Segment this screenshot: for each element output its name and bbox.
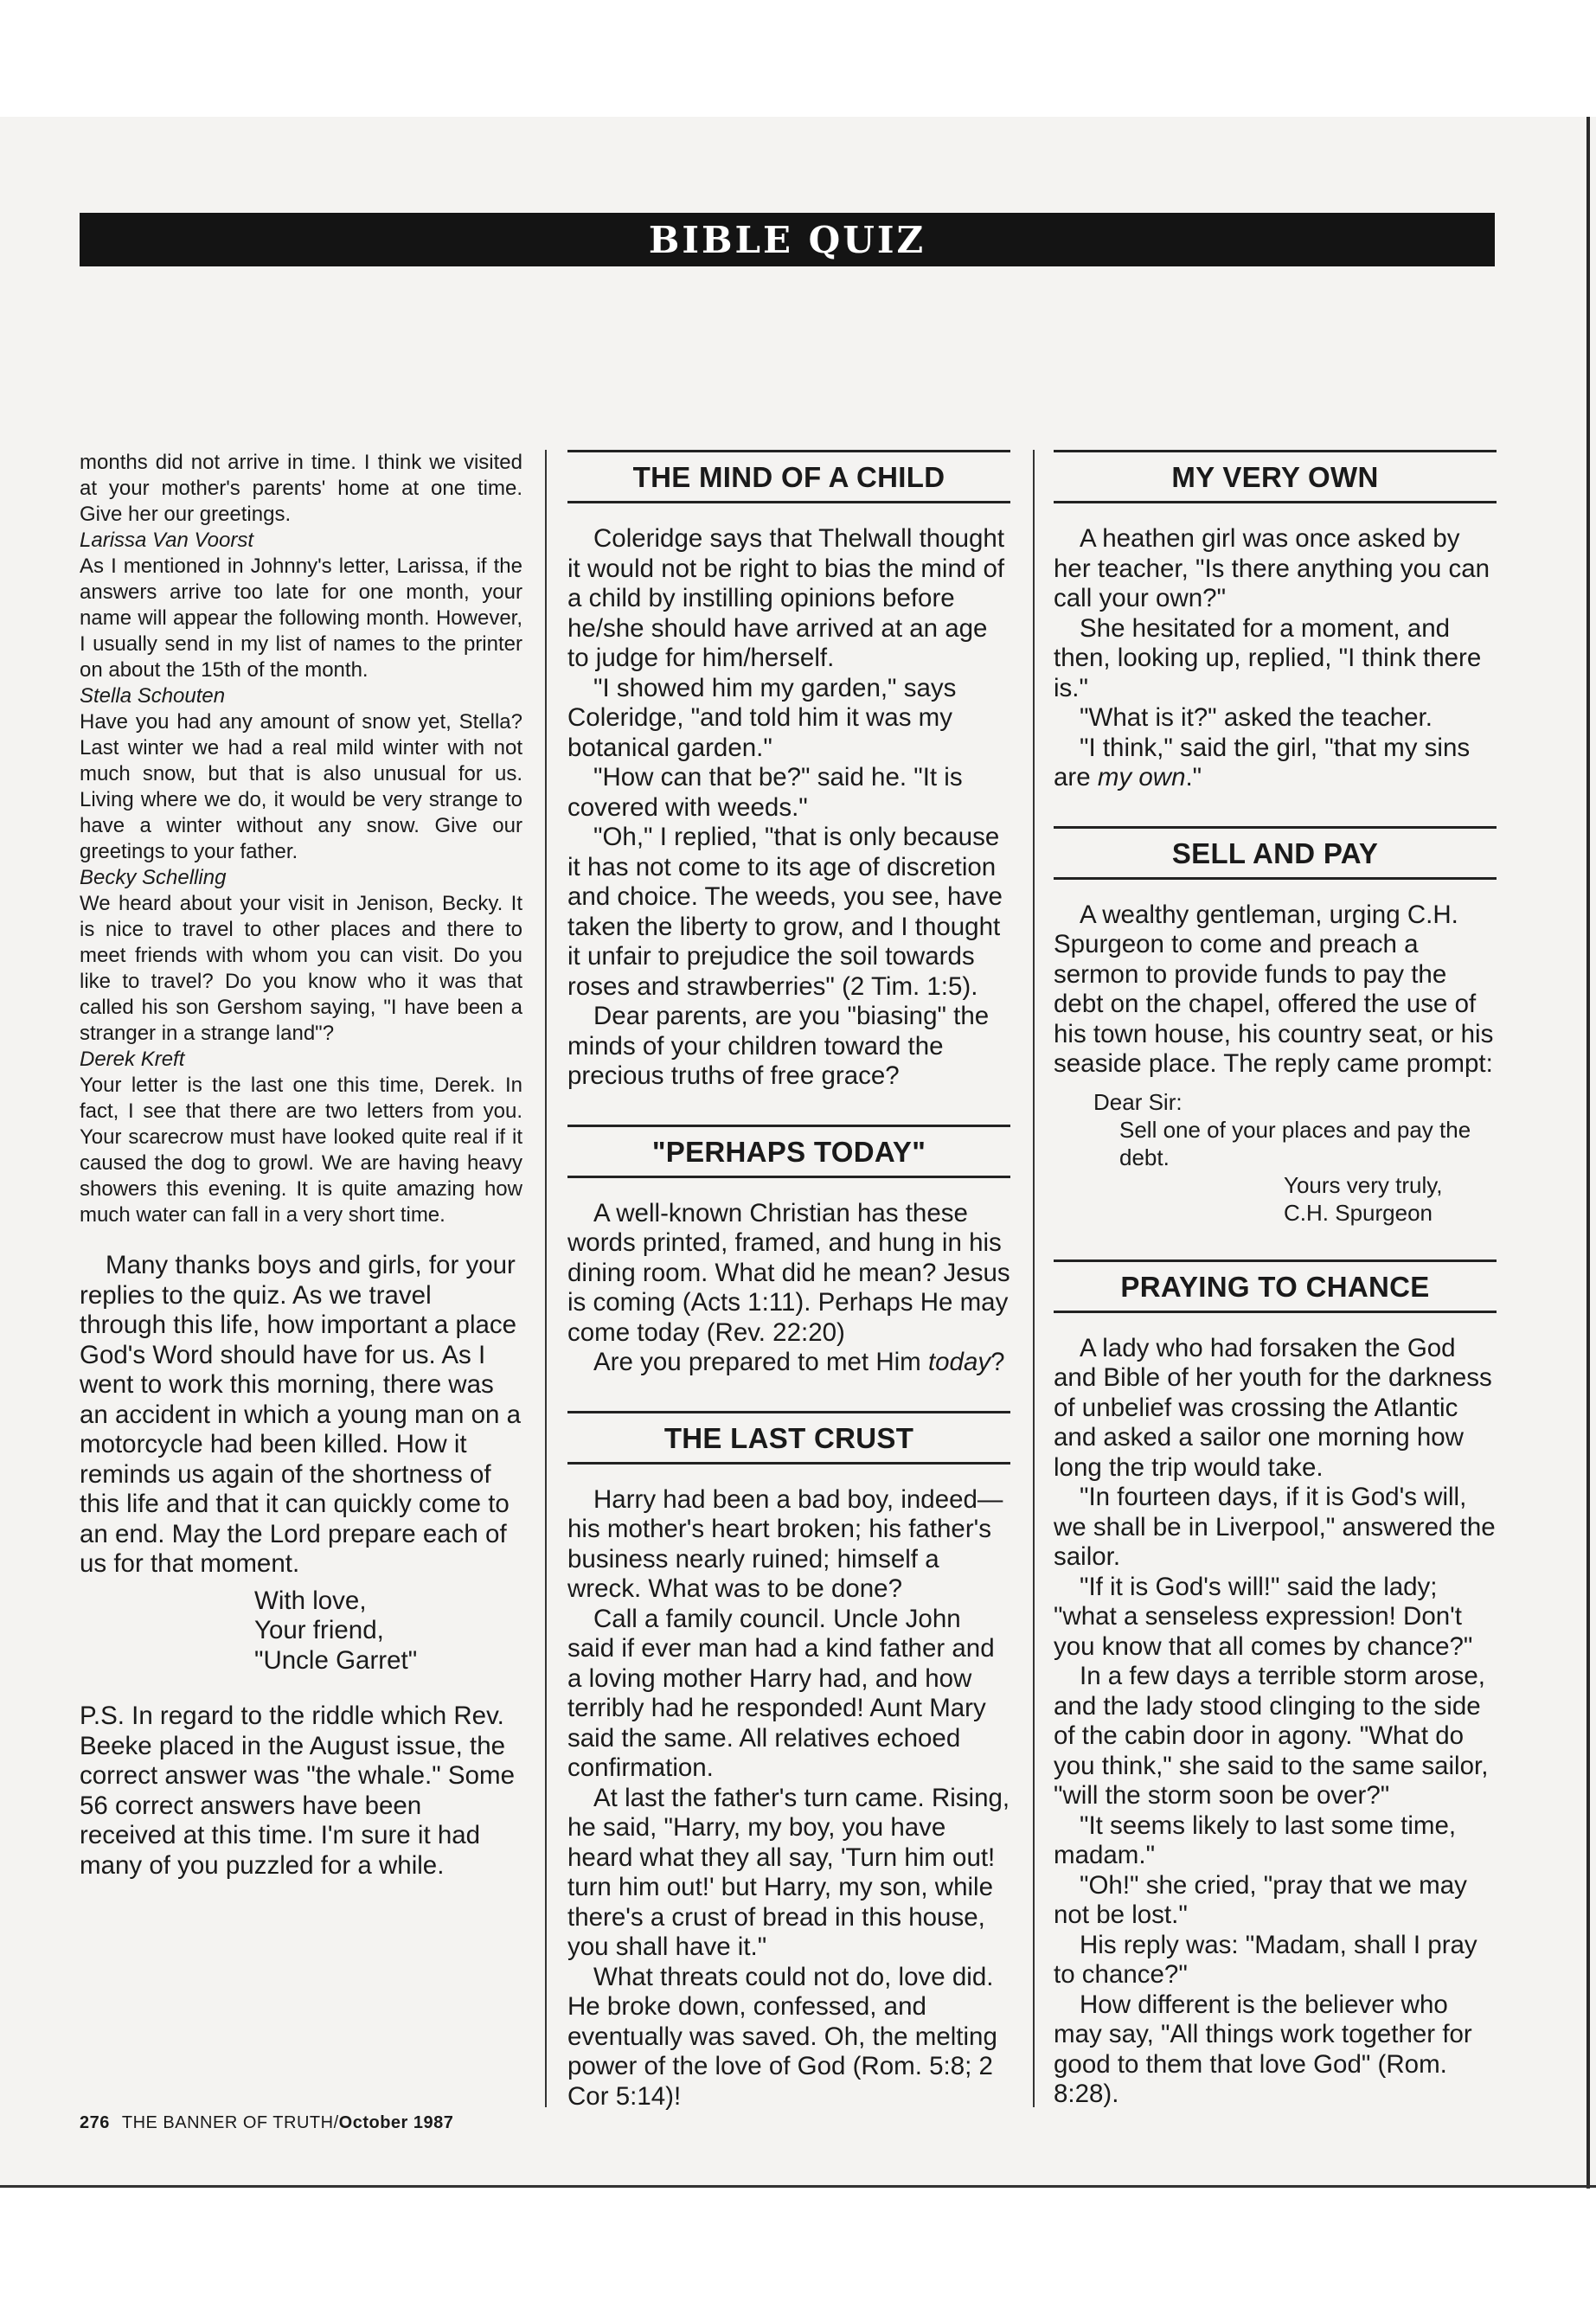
article-paragraph: A wealthy gentleman, urging C.H. Spurgeon to come and preach a sermon to provide funds to pay the debt on the chapel, offered the use of his town house, his country seat, or his seaside place. The reply came prompt: xyxy=(1054,900,1494,1078)
letter-recipient: Stella Schouten xyxy=(80,684,226,708)
article-paragraph: "What is it?" asked the teacher. xyxy=(1080,703,1433,732)
column-stories-right xyxy=(1054,450,1497,2143)
article-paragraph: A lady who had forsaken the God and Bible of her youth for the darkness of unbelief was crossing the Atlantic and asked a sailor one morning how long the trip would take. xyxy=(1054,1333,1492,1482)
page-number: 276 xyxy=(80,2113,110,2132)
article-paragraph: Call a family council. Uncle John said if ever man had a kind father and a loving mother Harry had, and how terribly had he responded! Aunt Mary said the same. All relatives echoed confirmation. xyxy=(567,1604,995,1782)
article-paragraph: Coleridge says that Thelwall thought it would not be right to bias the mind of a child by instilling opinions before he/she should have arrived at an age to judge for him/herself. xyxy=(567,524,1005,672)
article-paragraph: His reply was: "Madam, shall I pray to chance?" xyxy=(1054,1930,1477,1989)
text-run: "I think," said the girl, "that my sins are xyxy=(1054,733,1471,792)
article-paragraph: At last the father's turn came. Rising, he said, "Harry, my boy, you have heard what they all say, 'Turn him out! turn him out!' but Harry, my son, while there's a crust of bread in this house, you shall have it." xyxy=(567,1783,1010,1961)
article-paragraph: How different is the believer who may say, "All things work together for good to them that love God" (Rom. 8:28). xyxy=(1054,1990,1472,2108)
article-title: PRAYING TO CHANCE xyxy=(1054,1259,1497,1313)
letter-text: months did not arrive in time. I think we visited at your mother's parents' home at one time. Give her our greetings. xyxy=(80,451,522,526)
article-mind-of-child xyxy=(567,450,1010,1092)
article-paragraph: "Oh!" she cried, "pray that we may not be lost." xyxy=(1054,1870,1467,1929)
article-title: MY VERY OWN xyxy=(1054,450,1497,503)
signoff-line: With love, xyxy=(254,1586,367,1615)
article-title: SELL AND PAY xyxy=(1054,826,1497,880)
column-divider xyxy=(545,450,547,2107)
article-title: THE LAST CRUST xyxy=(567,1411,1010,1465)
article-paragraph: Harry had been a bad boy, indeed—his mother's heart broken; his father's business nearly ruined; himself a wreck. What was to be done? xyxy=(567,1484,1003,1603)
article-paragraph xyxy=(1054,734,1497,793)
quoted-letter xyxy=(1093,1088,1497,1227)
article-paragraph: "Oh," I replied, "that is only because it has not come to its age of discretion and choice. The weeds, you see, have taken the liberty to grow, and I thought it unfair to prejudice the soil towards roses and strawberries" (2 Tim. 1:5). xyxy=(567,823,1003,1001)
article-sell-and-pay xyxy=(1054,826,1497,1227)
postscript: P.S. In regard to the riddle which Rev. Beeke placed in the August issue, the correct answer was "the whale." Some 56 correct answers have been received at this time. I'm sure it had many of you puzzled for a while. xyxy=(80,1702,515,1880)
closing-paragraph: Many thanks boys and girls, for your replies to the quiz. As we travel through this life, how important a place God's Word should have for us. As I went to work this morning, there was an accident in which a young man on a motorcycle had been killed. How it reminds us again of the shortness of this life and that it can quickly come to an end. May the Lord prepare each of us for that moment. xyxy=(80,1251,522,1578)
column-divider xyxy=(1033,450,1035,2107)
article-paragraph: Dear parents, are you "biasing" the minds of your children toward the precious truths of free grace? xyxy=(567,1002,990,1090)
letter-signature: C.H. Spurgeon xyxy=(1284,1199,1433,1226)
emphasis-text: my own xyxy=(1097,763,1186,792)
letter-text: Have you had any amount of snow yet, Stella? Last winter we had a real mild winter with not much snow, but that is also unusual for us. Living where we do, it would be very strange to have a winter without any snow. Give our greetings to your father. xyxy=(80,710,522,863)
emphasis-text: today xyxy=(927,1348,991,1376)
signoff-line: Your friend, xyxy=(254,1616,384,1644)
text-run: Are you prepared to met Him xyxy=(593,1348,928,1376)
page-edge xyxy=(1586,117,1590,2189)
article-paragraph: A well-known Christian has these words printed, framed, and hung in his dining room. What did he mean? Jesus is coming (Acts 1:11). Perhaps He may come today (Rev. 22:20) xyxy=(567,1198,1010,1347)
letter-text: Your letter is the last one this time, Derek. In fact, I see that there are two letters from you. Your scarecrow must have looked quite real if it caused the dog to growl. We are having heavy showers this evening. It is quite amazing how much water can fall in a very short time. xyxy=(80,1074,522,1227)
article-paragraph: "If it is God's will!" said the lady; "what a senseless expression! Don't you know that all comes by chance?" xyxy=(1054,1572,1473,1661)
article-paragraph xyxy=(567,1348,1010,1378)
article-paragraph: She hesitated for a moment, and then, looking up, replied, "I think there is." xyxy=(1054,613,1482,702)
article-paragraph: "How can that be?" said he. "It is covered with weeds." xyxy=(567,763,963,822)
letter-recipient: Becky Schelling xyxy=(80,866,227,889)
article-praying-to-chance xyxy=(1054,1259,1497,2110)
signoff xyxy=(254,1586,522,1676)
page-footer xyxy=(80,2113,453,2133)
banner-title: BIBLE QUIZ xyxy=(648,218,926,261)
issue-date: October 1987 xyxy=(338,2113,454,2132)
article-paragraph: "It seems likely to last some time, madam." xyxy=(1054,1811,1457,1869)
article-title: THE MIND OF A CHILD xyxy=(567,450,1010,503)
letter-text: As I mentioned in Johnny's letter, Larissa, if the answers arrive too late for one month, your name will appear the following month. However, I usually send in my list of names to the printer on about the 15th of the month. xyxy=(80,554,522,682)
letter-recipient: Larissa Van Voorst xyxy=(80,529,253,552)
article-paragraph: A heathen girl was once asked by her teacher, "Is there anything you can call your own?" xyxy=(1054,524,1490,612)
article-perhaps-today xyxy=(567,1125,1010,1378)
article-title: "PERHAPS TODAY" xyxy=(567,1125,1010,1178)
signoff-line: "Uncle Garret" xyxy=(254,1645,418,1675)
article-paragraph: "In fourteen days, if it is God's will, we shall be in Liverpool," answered the sailor. xyxy=(1054,1483,1496,1571)
page-bottom-rule xyxy=(0,2185,1596,2188)
text-run: ? xyxy=(990,1348,1005,1376)
letter-recipient: Derek Kreft xyxy=(80,1048,185,1071)
article-paragraph: What threats could not do, love did. He broke down, confessed, and eventually was saved. Oh, the melting power of the love of God (Rom. 5:8; 2 Cor 5:14)! xyxy=(567,1962,997,2111)
column-stories xyxy=(567,450,1010,2144)
publication-name: THE BANNER OF TRUTH/ xyxy=(121,2113,339,2132)
letter-salutation: Dear Sir: xyxy=(1093,1088,1183,1115)
section-banner xyxy=(80,213,1495,266)
text-run: ." xyxy=(1185,763,1202,792)
article-last-crust xyxy=(567,1411,1010,2112)
letter-body: Sell one of your places and pay the debt. xyxy=(1119,1116,1471,1170)
letter-text: We heard about your visit in Jenison, Becky. It is nice to travel to other places and there to meet friends with whom you can visit. Do you like to travel? Do you know who it was that called his son Gershom saying, "I have been a stranger in a strange land"? xyxy=(80,892,522,1045)
article-my-very-own xyxy=(1054,450,1497,793)
column-letters xyxy=(80,450,522,1881)
article-paragraph: In a few days a terrible storm arose, and the lady stood clinging to the side of the cabin door in agony. "What do you think," she said to the same sailor, "will the storm soon be over?" xyxy=(1054,1662,1489,1810)
article-paragraph: "I showed him my garden," says Coleridge, "and told him it was my botanical garden." xyxy=(567,673,957,762)
letter-close: Yours very truly, xyxy=(1284,1171,1443,1198)
